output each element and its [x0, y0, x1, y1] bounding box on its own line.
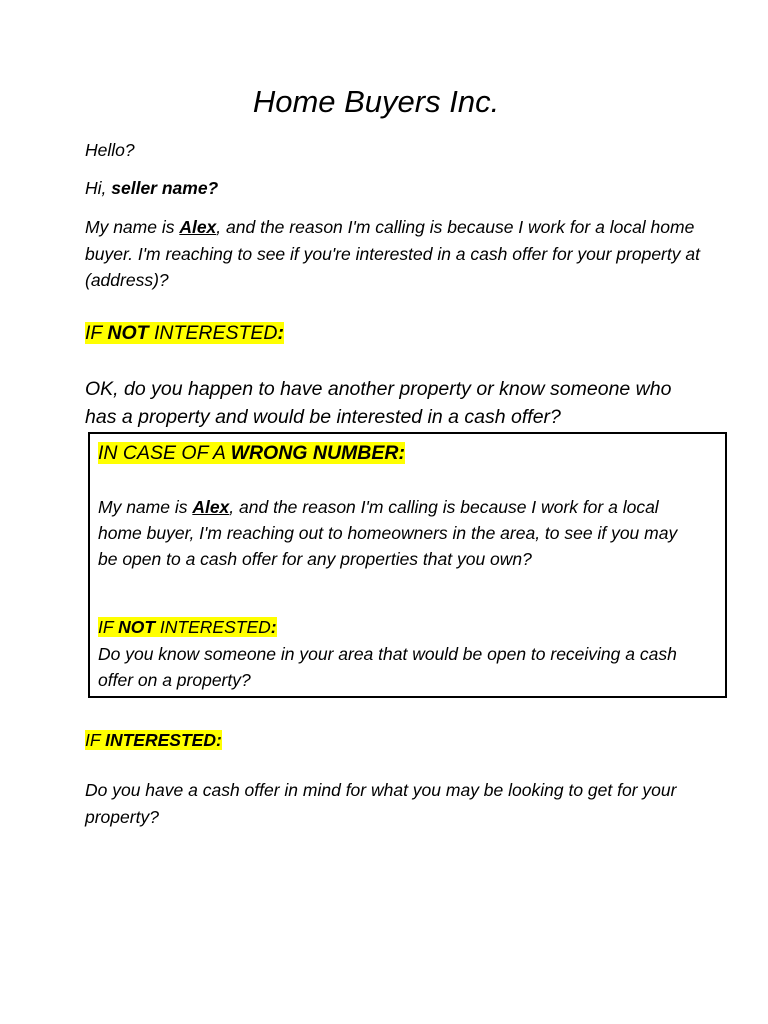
- wrong-number-heading-part1: IN CASE OF A: [98, 442, 231, 464]
- box-not-interested-colon: :: [270, 617, 277, 637]
- not-interested-heading-colon: :: [277, 322, 285, 344]
- box-not-interested-heading-highlight: [98, 617, 277, 637]
- not-interested-text: OK, do you happen to have another property or know someone who has a property and would be interested in a cash offer?: [85, 378, 672, 428]
- interested-heading: [85, 727, 705, 754]
- box-not-interested-heading: [98, 614, 708, 641]
- caller-name: Alex: [179, 217, 217, 237]
- box-not-interested-text: Do you know someone in your area that would be open to receiving a cash offer on a property?: [98, 644, 677, 691]
- interested-text: Do you have a cash offer in mind for what you may be looking to get for your property?: [85, 780, 677, 827]
- hi-line: [85, 175, 705, 202]
- seller-name-placeholder: seller name?: [111, 178, 219, 198]
- box-not-interested-part2: INTERESTED: [155, 617, 271, 637]
- greeting-line: Hello?: [85, 140, 135, 160]
- intro-part2: , and the reason I'm calling is because I work for a local home buyer. I'm reaching to see if you're interested in a cash offer for your property at (address)?: [85, 217, 700, 290]
- interested-heading-bold: INTERESTED:: [105, 730, 222, 750]
- box-not-interested-bold: NOT: [118, 617, 156, 637]
- document-title: Home Buyers Inc.: [252, 84, 500, 119]
- wrong-number-text-part2: , and the reason I'm calling is because I work for a local home buyer, I'm reaching out to homeowners in the area, to see if you may be open to a cash offer for any properties that you own?: [98, 497, 678, 570]
- wrong-number-heading-bold: WRONG NUMBER:: [230, 442, 405, 464]
- wrong-number-text-part1: My name is: [98, 497, 193, 517]
- wrong-number-text: [98, 494, 678, 573]
- wrong-number-caller-name: Alex: [192, 497, 230, 517]
- hi-prefix: Hi,: [85, 178, 112, 198]
- wrong-number-heading: [98, 440, 708, 467]
- not-interested-heading-part2: INTERESTED: [148, 322, 278, 344]
- interested-heading-highlight: [85, 730, 222, 750]
- intro-part1: My name is: [85, 217, 180, 237]
- intro-paragraph: [85, 214, 705, 294]
- not-interested-heading: [85, 320, 705, 347]
- not-interested-heading-highlight: [85, 322, 284, 344]
- not-interested-heading-part1: IF: [85, 322, 108, 344]
- box-not-interested-part1: IF: [98, 617, 119, 637]
- not-interested-heading-bold: NOT: [107, 322, 149, 344]
- wrong-number-heading-highlight: [98, 442, 405, 464]
- interested-heading-part1: IF: [85, 730, 106, 750]
- wrong-number-box: [88, 432, 727, 698]
